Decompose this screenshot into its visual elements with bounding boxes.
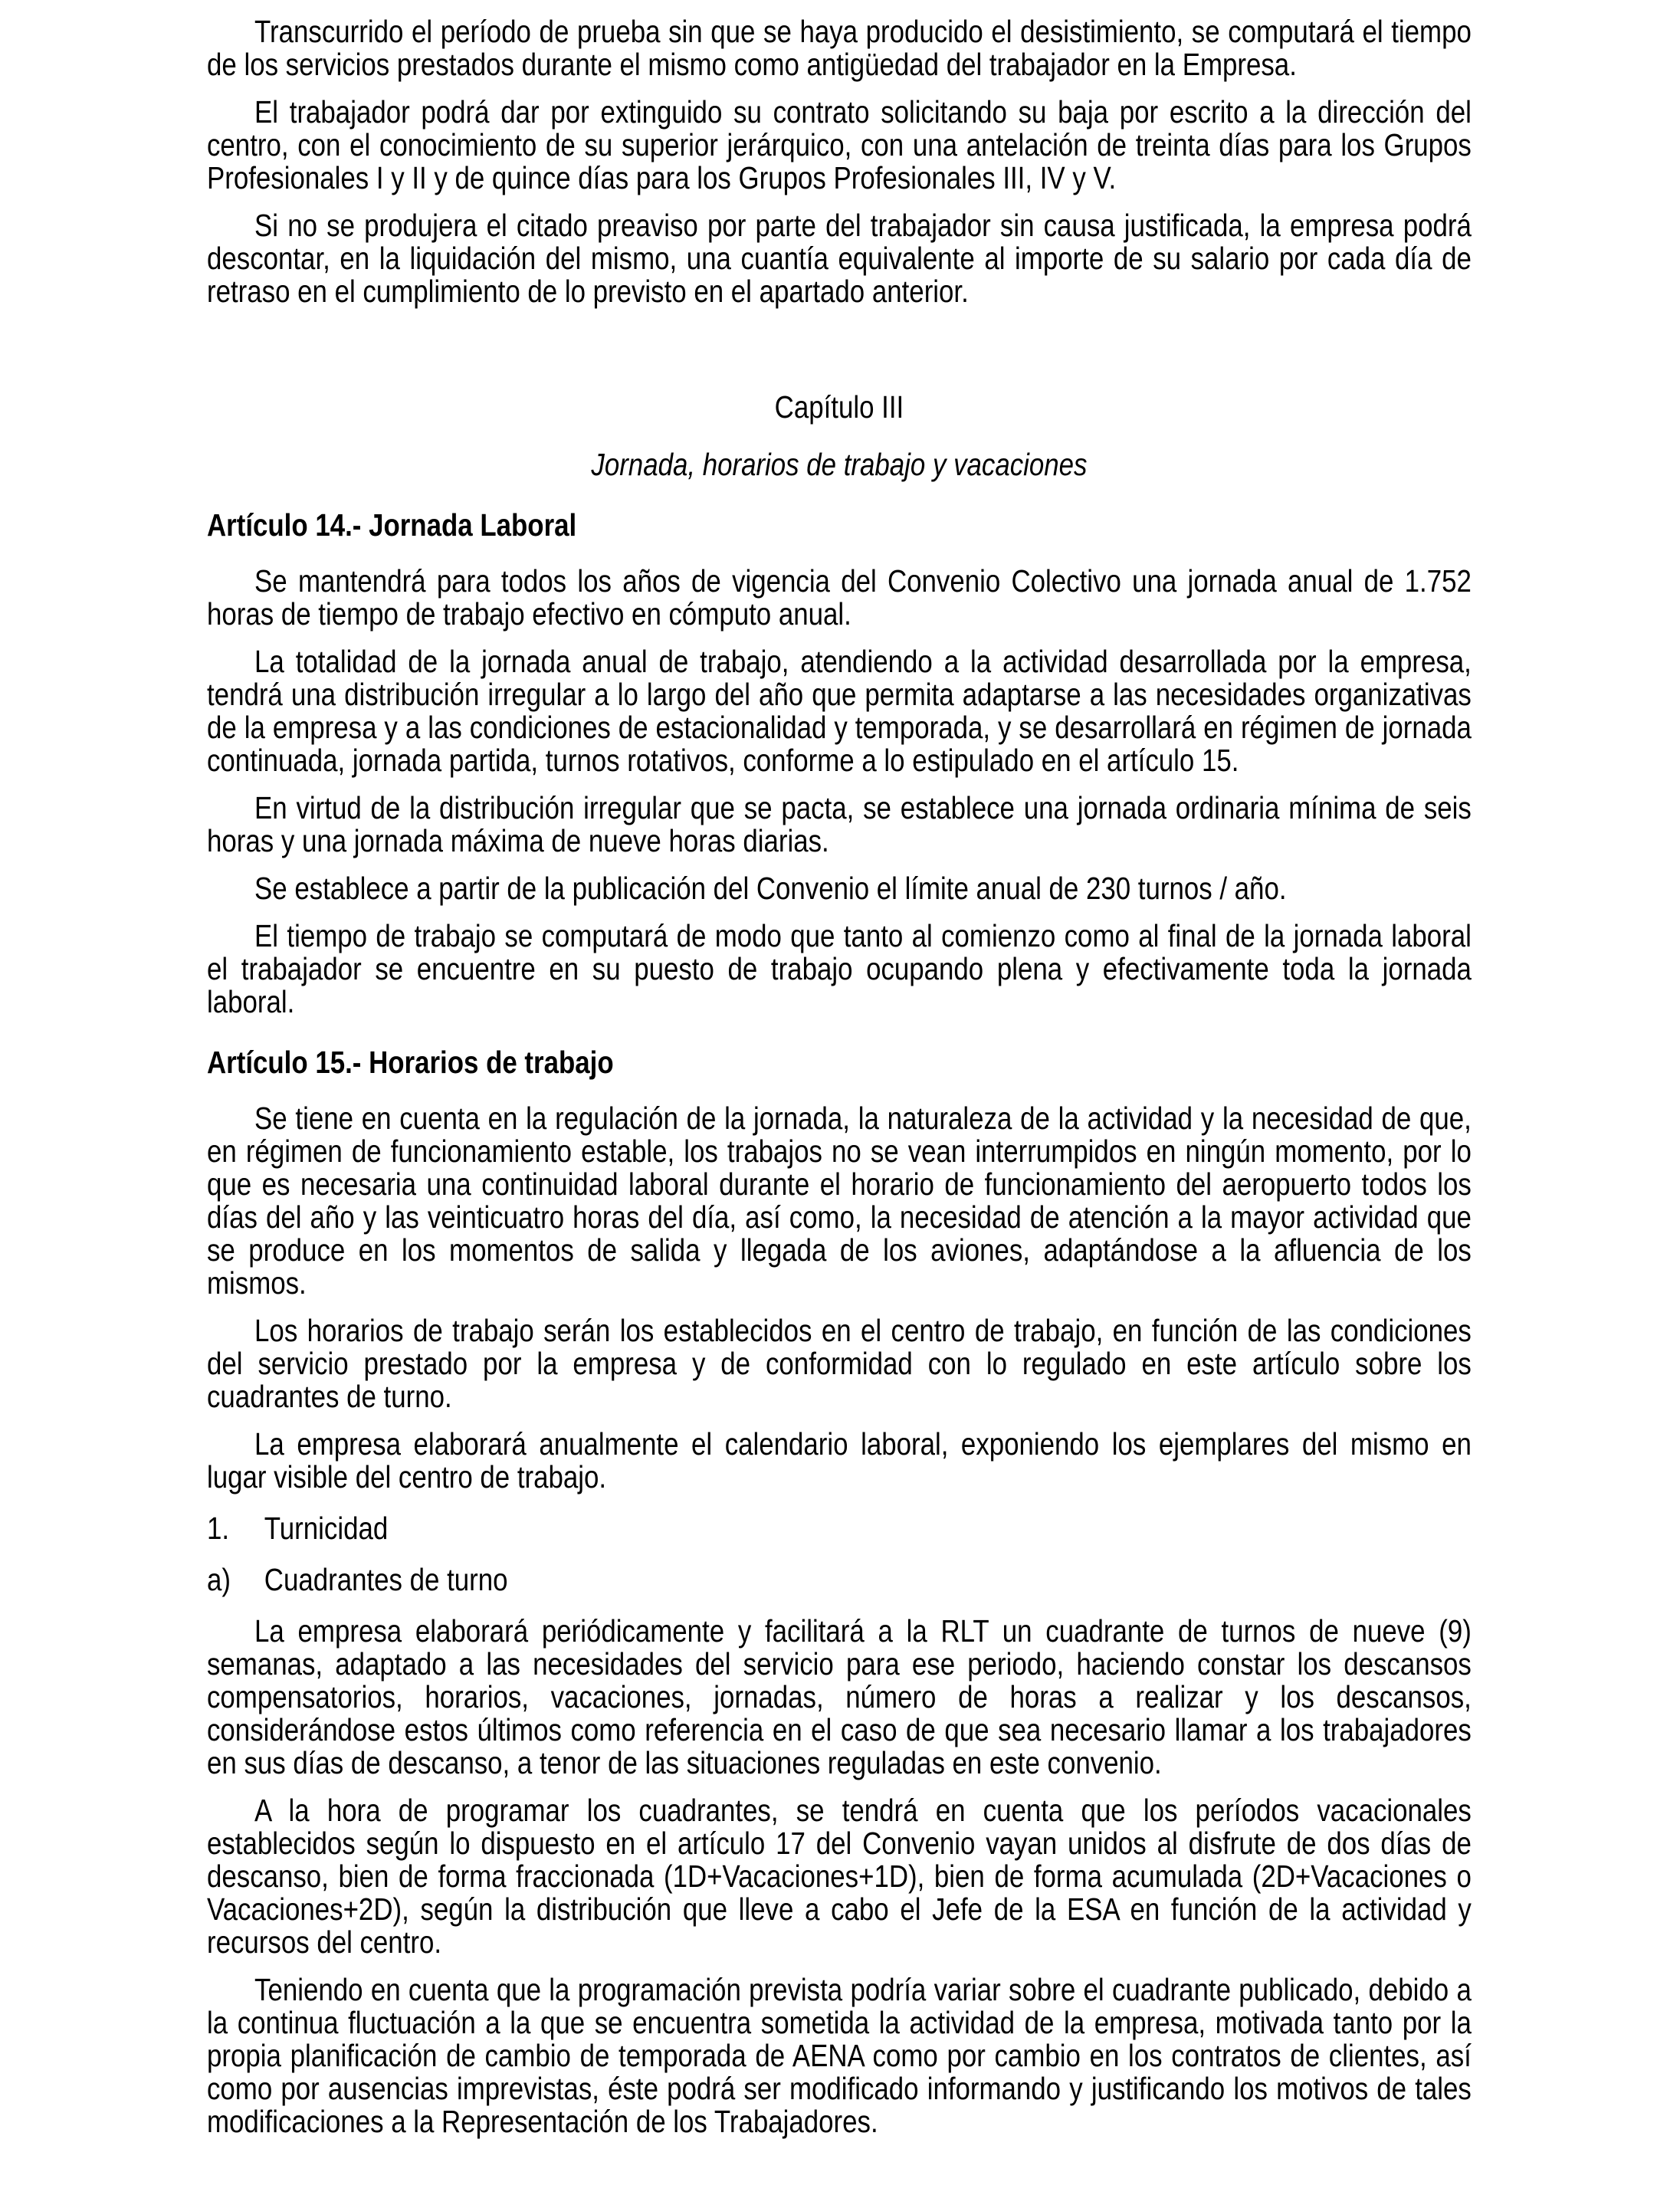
article-14-paragraph-2: La totalidad de la jornada anual de trabajo, atendiendo a la actividad desarrollada por la empresa, tendrá una distribución irregular a lo largo del año que permita adaptarse a las necesidades organizativas de la empresa y a las condiciones de estacionalidad y temporada, y se desarrollará en régimen de jornada continuada, jornada partida, turnos rotativos, conforme a lo estipulado en el artículo 15. xyxy=(207,644,1472,778)
article-15-paragraph-5: A la hora de programar los cuadrantes, se tendrá en cuenta que los períodos vacacionales establecidos según lo dispuesto en el artículo 17 del Convenio vayan unidos al disfrute de dos días de descanso, bien de forma fraccionada (1D+Vacaciones+1D), bien de forma acumulada (2D+Vacaciones o Vacaciones+2D), según la distribución que lleve a cabo el Jefe de la ESA en función de la actividad y recursos del centro. xyxy=(207,1793,1472,1960)
chapter-title: Capítulo III xyxy=(774,389,904,425)
document-content xyxy=(207,15,1472,2138)
list-item-number: 1. xyxy=(207,1511,230,1546)
list-item-cuadrantes-de-turno xyxy=(207,1563,1472,1596)
article-15-heading: Artículo 15.- Horarios de trabajo xyxy=(207,1045,614,1080)
list-item-label: Cuadrantes de turno xyxy=(264,1562,508,1597)
list-item-label: Turnicidad xyxy=(264,1511,389,1546)
intro-paragraph-3: Si no se produjera el citado preaviso por parte del trabajador sin causa justificada, la empresa podrá descontar, en la liquidación del mismo, una cuantía equivalente al importe de su salario por cada día de retraso en el cumplimiento de lo previsto en el apartado anterior. xyxy=(207,208,1472,309)
article-15-paragraph-1: Se tiene en cuenta en la regulación de la jornada, la naturaleza de la actividad y la necesidad de que, en régimen de funcionamiento estable, los trabajos no se vean interrumpidos en ningún momento, por lo que es necesaria una continuidad laboral durante el horario de funcionamiento del aeropuerto todos los días del año y las veinticuatro horas del día, así como, la necesidad de atención a la mayor actividad que se produce en los momentos de salida y llegada de los aviones, adaptándose a la afluencia de los mismos. xyxy=(207,1101,1472,1301)
list-item-letter: a) xyxy=(207,1562,231,1597)
article-14-paragraph-4: Se establece a partir de la publicación del Convenio el límite anual de 230 turnos / año. xyxy=(254,871,1287,906)
article-14-paragraph-5: El tiempo de trabajo se computará de modo que tanto al comienzo como al final de la jornada laboral el trabajador se encuentre en su puesto de trabajo ocupando plena y efectivamente toda la jornada laboral. xyxy=(207,918,1472,1019)
list-item-turnicidad xyxy=(207,1512,1472,1545)
chapter-subtitle: Jornada, horarios de trabajo y vacaciones xyxy=(591,447,1088,482)
article-15-paragraph-6: Teniendo en cuenta que la programación prevista podría variar sobre el cuadrante publicado, debido a la continua fluctuación a la que se encuentra sometida la actividad de la empresa, motivada tanto por la propia planificación de cambio de temporada de AENA como por cambio en los contratos de clientes, así como por ausencias imprevistas, éste podrá ser modificado informando y justificando los motivos de tales modificaciones a la Representación de los Trabajadores. xyxy=(207,1972,1472,2139)
article-14-paragraph-3: En virtud de la distribución irregular que se pacta, se establece una jornada ordinaria mínima de seis horas y una jornada máxima de nueve horas diarias. xyxy=(207,790,1472,858)
article-14-heading: Artículo 14.- Jornada Laboral xyxy=(207,507,577,543)
article-15-paragraph-3: La empresa elaborará anualmente el calendario laboral, exponiendo los ejemplares del mismo en lugar visible del centro de trabajo. xyxy=(207,1426,1472,1495)
intro-paragraph-1: Transcurrido el período de prueba sin que se haya producido el desistimiento, se computará el tiempo de los servicios prestados durante el mismo como antigüedad del trabajador en la Empresa. xyxy=(207,14,1472,82)
article-15-paragraph-4: La empresa elaborará periódicamente y facilitará a la RLT un cuadrante de turnos de nueve (9) semanas, adaptado a las necesidades del servicio para ese periodo, haciendo constar los descansos compensatorios, horarios, vacaciones, jornadas, número de horas a realizar y los descansos, considerándose estos últimos como referencia en el caso de que sea necesario llamar a los trabajadores en sus días de descanso, a tenor de las situaciones reguladas en este convenio. xyxy=(207,1613,1472,1780)
article-14-paragraph-1: Se mantendrá para todos los años de vigencia del Convenio Colectivo una jornada anual de 1.752 horas de tiempo de trabajo efectivo en cómputo anual. xyxy=(207,563,1472,632)
intro-paragraph-2: El trabajador podrá dar por extinguido su contrato solicitando su baja por escrito a la dirección del centro, con el conocimiento de su superior jerárquico, con una antelación de treinta días para los Grupos Profesionales I y II y de quince días para los Grupos Profesionales III, IV y V. xyxy=(207,94,1472,195)
article-15-paragraph-2: Los horarios de trabajo serán los establecidos en el centro de trabajo, en función de las condiciones del servicio prestado por la empresa y de conformidad con lo regulado en este artículo sobre los cuadrantes de turno. xyxy=(207,1313,1472,1414)
